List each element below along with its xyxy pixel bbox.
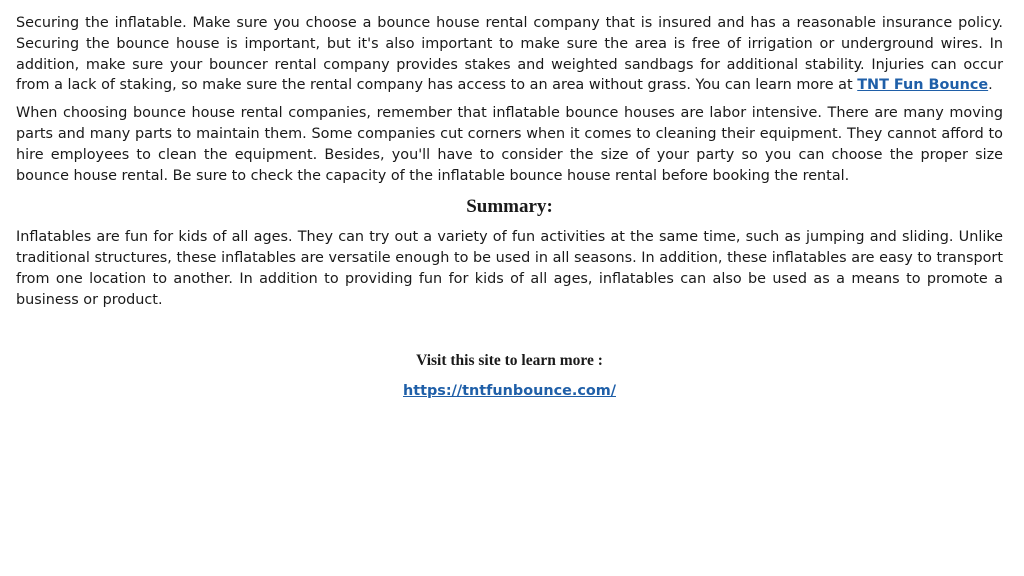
paragraph1-text: Securing the inflatable. Make sure you choose a bounce house rental company that is insured and has a reasonable insurance policy. Securing the bounce house is important, but it's also important to make sure the area is free of irrigation or underground wires. In addition, make sure your bouncer rental company provides stakes and weighted sandbags for additional stability. Injuries can occur from a lack of staking, so make sure the rental company has access to an area without grass. You can learn more at bbox=[16, 15, 1003, 94]
summary-heading: Summary: bbox=[466, 196, 553, 218]
visit-site-label: Visit this site to learn more : bbox=[416, 351, 603, 369]
document-page bbox=[16, 13, 1003, 401]
paragraph-securing-inflatable bbox=[16, 13, 1003, 96]
paragraph1-end: . bbox=[988, 77, 993, 94]
paragraph-choosing-companies: When choosing bounce house rental companies, remember that inflatable bounce houses are labor intensive. There are many moving parts and many parts to maintain them. Some companies cut corners when it comes to cleaning their equipment. They cannot afford to hire employees to clean the equipment. Besides, you'll have to consider the size of your party so you can choose the proper size bounce house rental. Be sure to check the capacity of the inflatable bounce house rental before booking the rental. bbox=[16, 105, 1003, 184]
tnt-fun-bounce-link[interactable]: TNT Fun Bounce bbox=[857, 77, 989, 94]
visit-link-container bbox=[16, 381, 1003, 401]
site-url-link[interactable]: https://tntfunbounce.com/ bbox=[403, 382, 616, 399]
summary-paragraph: Inflatables are fun for kids of all ages. They can try out a variety of fun activities at the same time, such as jumping and sliding. Unlike traditional structures, these inflatables are versatile enough to be used in all seasons. In addition, these inflatables are easy to transport from one location to another. In addition to providing fun for kids of all ages, inflatables can also be used as a means to promote a business or product. bbox=[16, 229, 1003, 308]
